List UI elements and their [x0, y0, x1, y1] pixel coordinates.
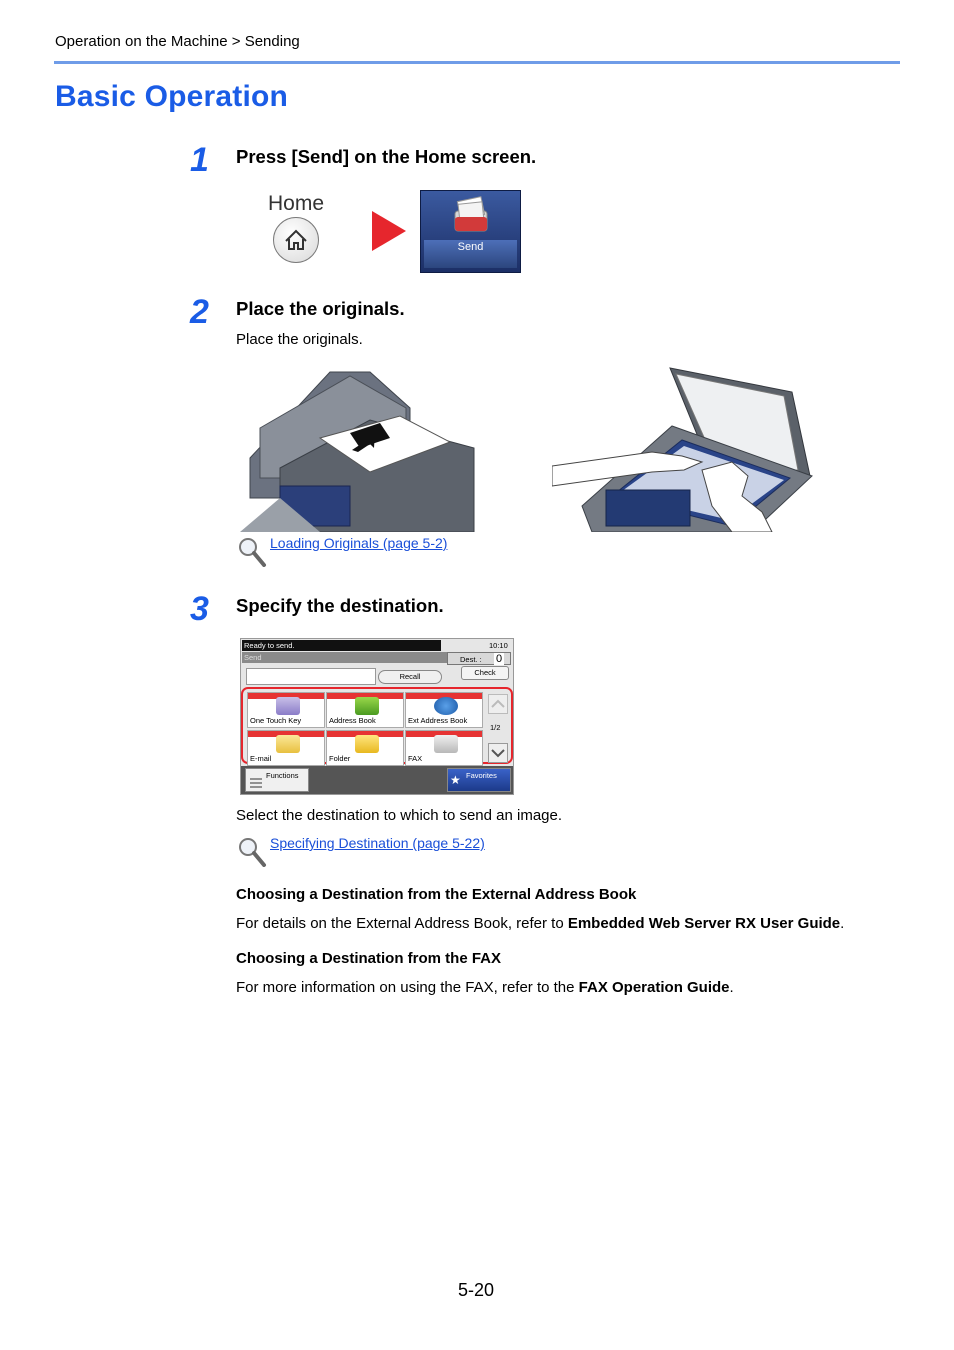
step-1-number: 1 [190, 141, 209, 179]
chevron-down-icon [489, 744, 507, 762]
one-touch-key-icon [276, 697, 300, 715]
home-button[interactable] [273, 217, 319, 263]
status-bar: Ready to send. [242, 640, 441, 651]
one-touch-key-tile[interactable]: One Touch Key [247, 692, 325, 728]
platen-illustration [552, 366, 816, 532]
fax-icon [434, 735, 458, 753]
arrow-right-icon [372, 211, 406, 251]
chevron-up-icon [489, 695, 507, 713]
scroll-up-button[interactable] [488, 694, 508, 714]
step-1-heading: Press [Send] on the Home screen. [236, 146, 537, 167]
address-book-tile[interactable]: Address Book [326, 692, 404, 728]
note-1-text: For details on the External Address Book, refer to Embedded Web Server RX User Guide. [236, 915, 845, 932]
functions-label: Functions [266, 771, 299, 780]
destination-input[interactable] [246, 668, 376, 685]
step-3-number: 3 [190, 590, 209, 628]
page-indicator: 1/2 [490, 723, 501, 732]
mode-bar: Send [242, 652, 447, 663]
favorites-button[interactable] [447, 768, 511, 792]
dest-box [447, 652, 511, 665]
note-2-text: For more information on using the FAX, refer to the FAX Operation Guide. [236, 979, 734, 996]
check-button[interactable]: Check [461, 666, 509, 680]
scroll-down-button[interactable] [488, 743, 508, 763]
step-2-heading: Place the originals. [236, 298, 405, 319]
step-3-text: Select the destination to which to send an image. [236, 807, 563, 824]
favorites-label: Favorites [466, 771, 497, 780]
send-icon [449, 195, 493, 235]
folder-tile[interactable]: Folder [326, 730, 404, 766]
home-icon [273, 217, 319, 263]
list-icon [250, 777, 264, 789]
recall-button[interactable]: Recall [378, 670, 442, 684]
globe-icon [434, 697, 458, 715]
note-2-heading: Choosing a Destination from the FAX [236, 950, 502, 967]
step-2-text: Place the originals. [236, 331, 363, 348]
address-book-icon [355, 697, 379, 715]
ext-address-book-tile[interactable]: Ext Address Book [405, 692, 483, 728]
magnifier-icon [236, 835, 268, 867]
note-1-heading: Choosing a Destination from the External Address Book [236, 886, 637, 903]
folder-icon [355, 735, 379, 753]
touch-panel [240, 638, 514, 795]
send-label: Send [424, 240, 517, 268]
magnifier-icon [236, 535, 268, 567]
loading-originals-link[interactable]: Loading Originals (page 5-2) [270, 535, 448, 551]
home-label: Home [268, 192, 325, 215]
header-rule [54, 61, 900, 64]
page-number: 5-20 [458, 1280, 495, 1300]
dest-count: 0 [496, 653, 503, 665]
envelope-icon [276, 735, 300, 753]
functions-button[interactable] [245, 768, 309, 792]
step-3-heading: Specify the destination. [236, 595, 444, 616]
fax-tile[interactable]: FAX [405, 730, 483, 766]
document-feeder-illustration [240, 368, 476, 532]
breadcrumb: Operation on the Machine > Sending [55, 33, 300, 50]
email-tile[interactable]: E-mail [247, 730, 325, 766]
step-2-number: 2 [190, 293, 209, 331]
specifying-destination-link[interactable]: Specifying Destination (page 5-22) [270, 835, 485, 851]
dest-label: Dest. : [460, 655, 482, 664]
star-icon: ★ [450, 773, 461, 787]
page-title: Basic Operation [55, 80, 289, 113]
clock: 10:10 [489, 641, 508, 650]
